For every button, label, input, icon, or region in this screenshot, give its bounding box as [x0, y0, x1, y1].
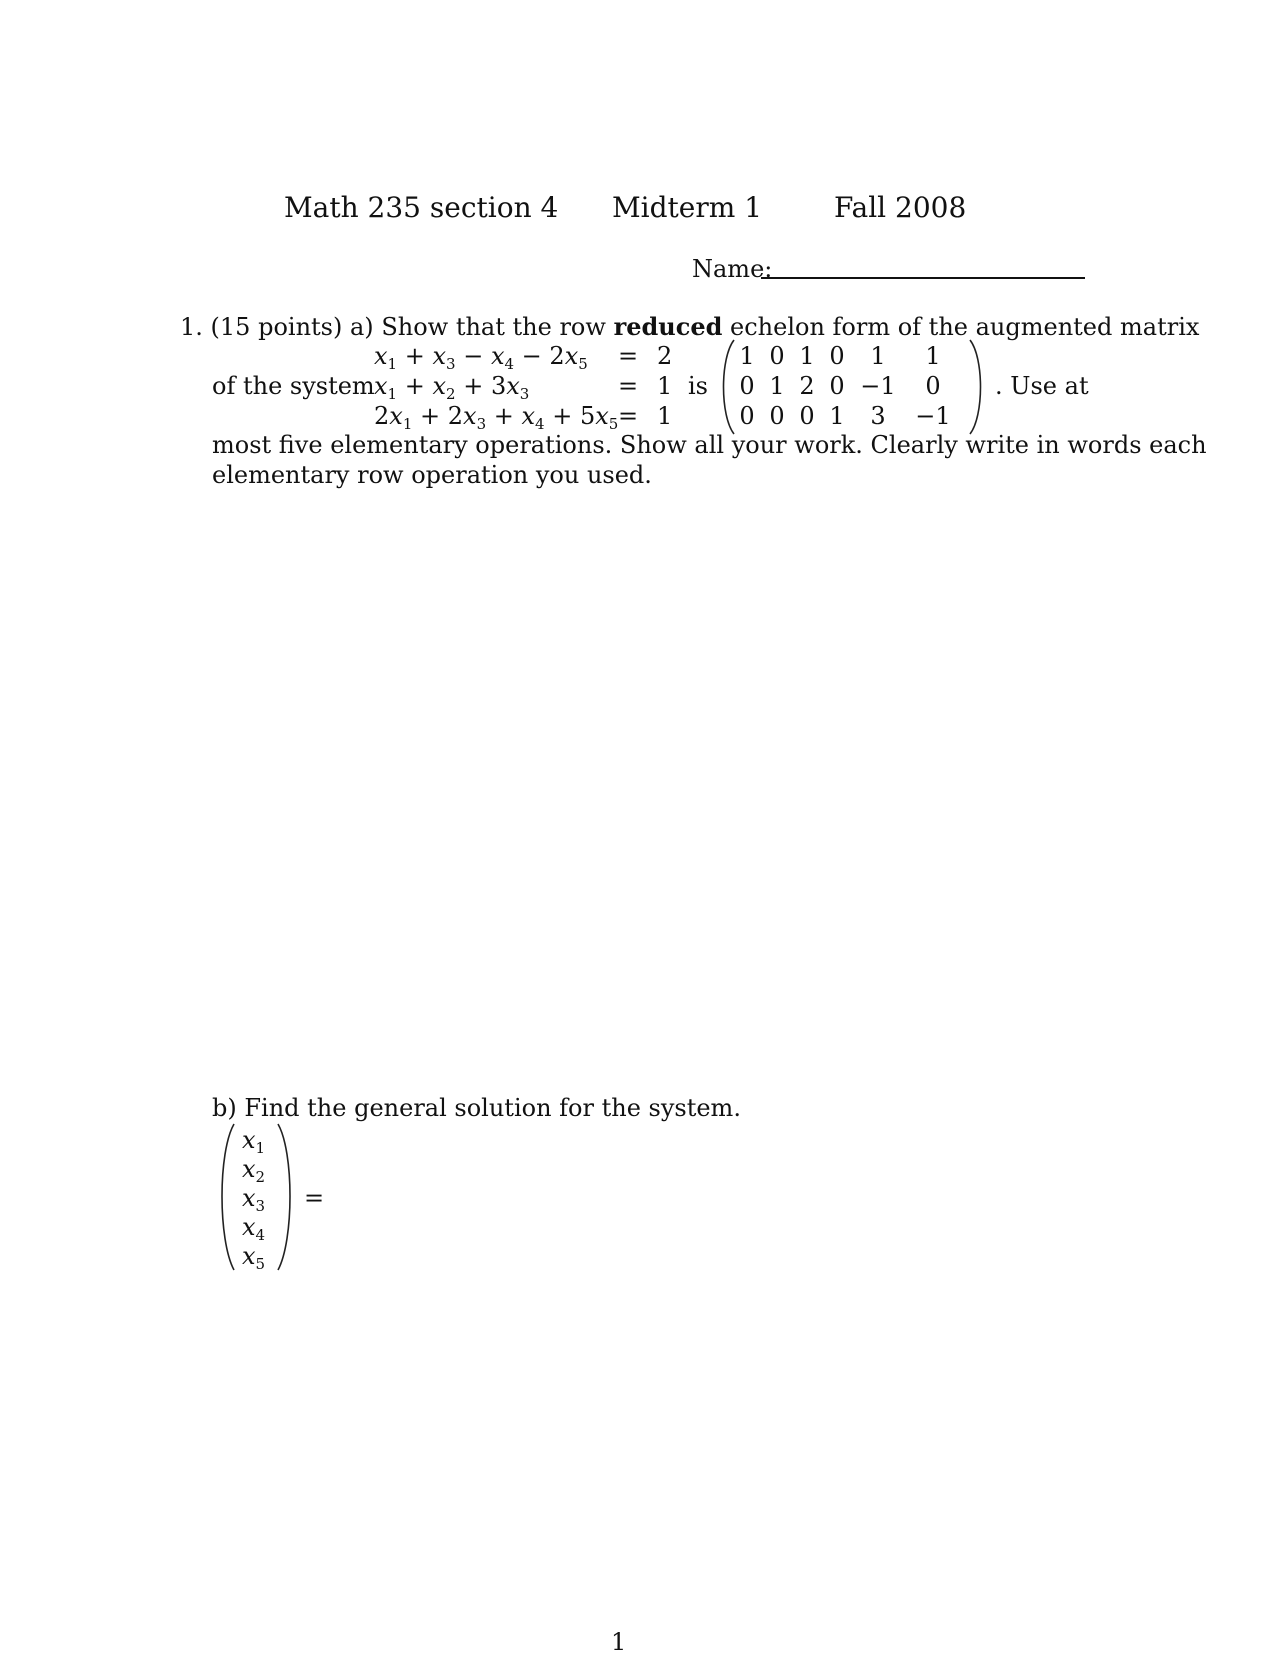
subscript: 5	[578, 355, 588, 373]
vector-left-paren	[214, 1122, 238, 1272]
matrix-cell: 2	[799, 372, 815, 400]
variable: $x_1$	[389, 402, 413, 433]
part-b-instruction: Find the general solution for the system.	[244, 1094, 741, 1122]
subscript: 4	[535, 415, 545, 433]
subscript: 1	[255, 1139, 266, 1157]
name-label: Name:	[692, 255, 773, 283]
operator: +	[397, 342, 433, 370]
eq-sign-2: =	[618, 372, 639, 400]
variable: $x_4$	[521, 402, 545, 433]
operator: −	[514, 342, 550, 370]
matrix-cell: −1	[915, 402, 951, 430]
subscript: 5	[255, 1255, 266, 1273]
instructions-line-2: elementary row operation you used.	[212, 461, 652, 489]
matrix-cell: 1	[739, 342, 755, 370]
course-title: Math 235 section 4	[284, 191, 559, 224]
variable: $x_3$	[463, 402, 487, 433]
vector-entry: $x_3$	[242, 1184, 266, 1215]
subscript: 1	[402, 415, 413, 433]
problem-1-intro	[180, 313, 1199, 341]
operator: +	[455, 372, 491, 400]
part-b-label: b)	[212, 1094, 237, 1122]
matrix-cell: 0	[829, 372, 845, 400]
subscript: 2	[255, 1168, 266, 1186]
instructions-line-1: most five elementary operations. Show all your work. Clearly write in words each	[212, 431, 1207, 459]
page-number: 1	[611, 1628, 627, 1656]
rhs-2: 1	[657, 372, 673, 400]
rhs-3: 1	[657, 402, 673, 430]
matrix-row	[732, 372, 962, 402]
matrix-cell: 1	[769, 372, 785, 400]
variable: $x_4$	[490, 342, 515, 373]
exam-title: Midterm 1	[612, 191, 763, 224]
variable: $x_5$	[595, 402, 619, 433]
of-the-system-label: of the system	[212, 372, 375, 400]
matrix-cell: 0	[769, 402, 785, 430]
operator: +	[544, 402, 580, 430]
bold-word: reduced	[613, 312, 723, 341]
intro-text-2: echelon form of the augmented matrix	[730, 313, 1200, 341]
vector-entry: $x_4$	[242, 1213, 266, 1244]
problem-number: 1.	[180, 313, 203, 341]
coefficient: 3	[490, 372, 507, 400]
problem-points: (15 points)	[210, 313, 343, 341]
matrix-cell: 1	[829, 402, 845, 430]
subscript: 5	[608, 415, 619, 433]
subscript: 3	[519, 385, 530, 403]
variable: $x_1$	[374, 342, 398, 373]
augmented-matrix	[732, 342, 962, 432]
eq-sign-3: =	[618, 402, 639, 430]
coefficient: 2	[374, 402, 390, 430]
use-at-text: . Use at	[995, 372, 1089, 400]
subscript: 1	[387, 385, 398, 403]
matrix-cell: −1	[860, 372, 896, 400]
variable: $x_1$	[374, 372, 398, 403]
operator: +	[412, 402, 448, 430]
subscript: 4	[504, 355, 515, 373]
subscript: 2	[446, 385, 456, 403]
operator: +	[397, 372, 433, 400]
vector-equals: =	[304, 1184, 325, 1212]
matrix-row	[732, 342, 962, 372]
subscript: 3	[446, 355, 456, 373]
matrix-right-paren	[966, 338, 988, 436]
intro-text: Show that the row	[381, 313, 606, 341]
coefficient: 2	[447, 402, 464, 430]
matrix-cell: 1	[799, 342, 815, 370]
matrix-cell: 0	[925, 372, 941, 400]
matrix-cell: 0	[739, 402, 755, 430]
rhs-1: 2	[657, 342, 673, 370]
matrix-cell: 1	[870, 342, 886, 370]
vector-right-paren	[274, 1122, 298, 1272]
operator: +	[486, 402, 522, 430]
is-word: is	[688, 372, 708, 400]
matrix-cell: 0	[829, 342, 845, 370]
exam-term: Fall 2008	[834, 191, 967, 224]
coefficient: 2	[549, 342, 565, 370]
vector-entry: $x_5$	[242, 1242, 266, 1273]
matrix-cell: 1	[925, 342, 941, 370]
variable: $x_3$	[506, 372, 530, 403]
vector-entry: $x_1$	[242, 1126, 266, 1157]
vector-entry: $x_2$	[242, 1155, 266, 1186]
solution-vector	[242, 1126, 265, 1271]
subscript: 4	[255, 1226, 266, 1244]
part-b-text	[212, 1094, 741, 1122]
coefficient: 5	[579, 402, 596, 430]
variable: $x_2$	[432, 372, 456, 403]
subscript: 1	[387, 355, 398, 373]
subscript: 3	[476, 415, 487, 433]
matrix-cell: 0	[739, 372, 755, 400]
matrix-row	[732, 402, 962, 432]
matrix-cell: 0	[769, 342, 785, 370]
part-a-label: a)	[350, 313, 374, 341]
operator: −	[455, 342, 491, 370]
subscript: 3	[255, 1197, 266, 1215]
eq-sign-1: =	[618, 342, 639, 370]
variable: $x_5$	[564, 342, 588, 373]
matrix-cell: 0	[799, 402, 815, 430]
name-field-line[interactable]	[761, 277, 1085, 279]
matrix-cell: 3	[870, 402, 886, 430]
variable: $x_3$	[432, 342, 456, 373]
